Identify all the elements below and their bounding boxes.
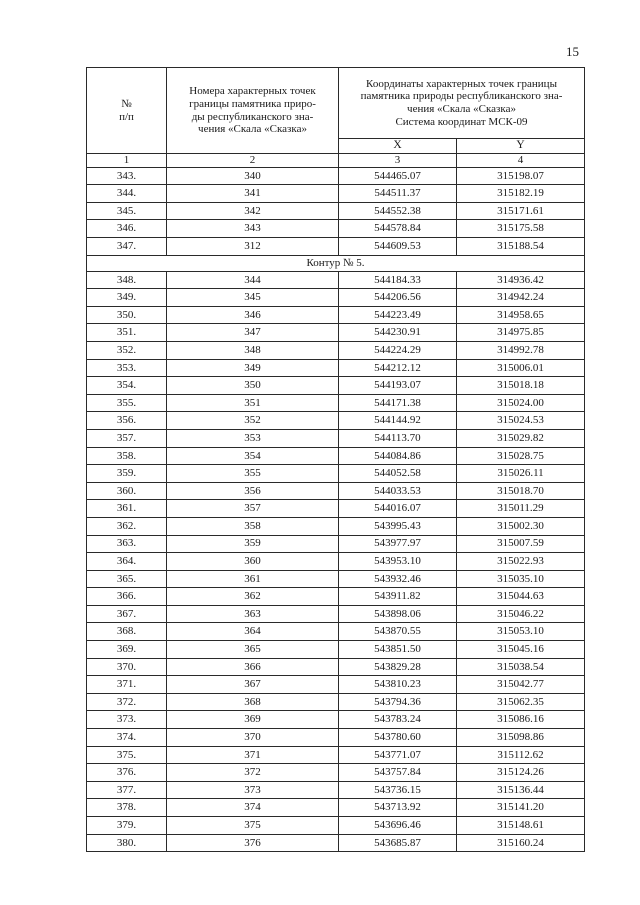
header-points: Номера характерных точек границы памятника приро- ды республиканского зна- чения «Скала «Сказка» xyxy=(167,68,339,154)
coord-x: 544465.07 xyxy=(339,167,457,185)
coord-y: 314958.65 xyxy=(457,306,585,324)
coord-y: 315018.70 xyxy=(457,482,585,500)
coord-x: 543713.92 xyxy=(339,799,457,817)
row-number: 351. xyxy=(87,324,167,342)
coord-y: 315136.44 xyxy=(457,781,585,799)
table-row xyxy=(87,693,585,711)
coord-x: 543780.60 xyxy=(339,729,457,747)
coord-x: 544193.07 xyxy=(339,377,457,395)
table-row xyxy=(87,588,585,606)
coord-y: 315006.01 xyxy=(457,359,585,377)
header-index-3: 3 xyxy=(339,154,457,168)
row-number: 369. xyxy=(87,641,167,659)
table-row xyxy=(87,729,585,747)
coord-x: 544511.37 xyxy=(339,185,457,203)
point-number: 356 xyxy=(167,482,339,500)
table-row xyxy=(87,341,585,359)
coord-x: 544171.38 xyxy=(339,394,457,412)
row-number: 353. xyxy=(87,359,167,377)
table-row xyxy=(87,394,585,412)
table-row xyxy=(87,238,585,256)
row-number: 354. xyxy=(87,377,167,395)
table-row xyxy=(87,746,585,764)
point-number: 366 xyxy=(167,658,339,676)
point-number: 353 xyxy=(167,429,339,447)
row-number: 376. xyxy=(87,764,167,782)
coord-y: 315124.26 xyxy=(457,764,585,782)
point-number: 362 xyxy=(167,588,339,606)
row-number: 378. xyxy=(87,799,167,817)
row-number: 360. xyxy=(87,482,167,500)
table-row xyxy=(87,553,585,571)
coord-y: 315002.30 xyxy=(457,517,585,535)
row-number: 358. xyxy=(87,447,167,465)
point-number: 340 xyxy=(167,167,339,185)
coord-x: 544052.58 xyxy=(339,465,457,483)
point-number: 348 xyxy=(167,341,339,359)
row-number: 348. xyxy=(87,271,167,289)
point-number: 357 xyxy=(167,500,339,518)
table-row xyxy=(87,412,585,430)
coord-x: 544230.91 xyxy=(339,324,457,342)
point-number: 367 xyxy=(167,676,339,694)
coord-y: 315042.77 xyxy=(457,676,585,694)
row-number: 357. xyxy=(87,429,167,447)
point-number: 355 xyxy=(167,465,339,483)
point-number: 369 xyxy=(167,711,339,729)
coord-y: 315028.75 xyxy=(457,447,585,465)
table-row xyxy=(87,834,585,852)
header-coordinates: Координаты характерных точек границы памятника природы республиканского зна- чения «Скала «Сказка» Система координат МСК-09 xyxy=(339,68,585,139)
table-row xyxy=(87,167,585,185)
table-row xyxy=(87,517,585,535)
point-number: 363 xyxy=(167,605,339,623)
coord-x: 543696.46 xyxy=(339,817,457,835)
point-number: 351 xyxy=(167,394,339,412)
row-number: 371. xyxy=(87,676,167,694)
row-number: 375. xyxy=(87,746,167,764)
point-number: 368 xyxy=(167,693,339,711)
row-number: 367. xyxy=(87,605,167,623)
table-row xyxy=(87,220,585,238)
coord-y: 315044.63 xyxy=(457,588,585,606)
row-number: 380. xyxy=(87,834,167,852)
coord-y: 315086.16 xyxy=(457,711,585,729)
coord-x: 544113.70 xyxy=(339,429,457,447)
point-number: 370 xyxy=(167,729,339,747)
row-number: 377. xyxy=(87,781,167,799)
coord-y: 315029.82 xyxy=(457,429,585,447)
coord-y: 315198.07 xyxy=(457,167,585,185)
point-number: 352 xyxy=(167,412,339,430)
coord-y: 315148.61 xyxy=(457,817,585,835)
coord-x: 544184.33 xyxy=(339,271,457,289)
point-number: 376 xyxy=(167,834,339,852)
table-row xyxy=(87,658,585,676)
row-number: 345. xyxy=(87,202,167,220)
table-row xyxy=(87,271,585,289)
coord-y: 315188.54 xyxy=(457,238,585,256)
point-number: 354 xyxy=(167,447,339,465)
table-row xyxy=(87,306,585,324)
point-number: 342 xyxy=(167,202,339,220)
coord-y: 315171.61 xyxy=(457,202,585,220)
table-body-after xyxy=(87,271,585,852)
point-number: 312 xyxy=(167,238,339,256)
coord-y: 315024.53 xyxy=(457,412,585,430)
coord-x: 543932.46 xyxy=(339,570,457,588)
point-number: 349 xyxy=(167,359,339,377)
coord-y: 315026.11 xyxy=(457,465,585,483)
row-number: 373. xyxy=(87,711,167,729)
coord-x: 544609.53 xyxy=(339,238,457,256)
coord-x: 543898.06 xyxy=(339,605,457,623)
row-number: 374. xyxy=(87,729,167,747)
coord-y: 315038.54 xyxy=(457,658,585,676)
row-number: 346. xyxy=(87,220,167,238)
row-number: 355. xyxy=(87,394,167,412)
table-row xyxy=(87,641,585,659)
row-number: 352. xyxy=(87,341,167,359)
point-number: 350 xyxy=(167,377,339,395)
table-row xyxy=(87,605,585,623)
coord-y: 315160.24 xyxy=(457,834,585,852)
coord-x: 544084.86 xyxy=(339,447,457,465)
coord-x: 543810.23 xyxy=(339,676,457,694)
header-y: Y xyxy=(457,139,585,154)
point-number: 347 xyxy=(167,324,339,342)
coord-x: 543953.10 xyxy=(339,553,457,571)
coord-x: 544033.53 xyxy=(339,482,457,500)
coord-y: 315062.35 xyxy=(457,693,585,711)
point-number: 358 xyxy=(167,517,339,535)
coord-y: 315098.86 xyxy=(457,729,585,747)
page-number: 15 xyxy=(566,44,579,59)
coord-x: 543794.36 xyxy=(339,693,457,711)
point-number: 341 xyxy=(167,185,339,203)
row-number: 368. xyxy=(87,623,167,641)
table-row xyxy=(87,799,585,817)
coord-y: 315141.20 xyxy=(457,799,585,817)
coord-y: 315045.16 xyxy=(457,641,585,659)
header-x: X xyxy=(339,139,457,154)
coord-y: 315011.29 xyxy=(457,500,585,518)
header-index-4: 4 xyxy=(457,154,585,168)
header-number: № п/п xyxy=(87,68,167,154)
point-number: 373 xyxy=(167,781,339,799)
coord-x: 544578.84 xyxy=(339,220,457,238)
table-row xyxy=(87,324,585,342)
point-number: 361 xyxy=(167,570,339,588)
table-row xyxy=(87,781,585,799)
point-number: 365 xyxy=(167,641,339,659)
coord-x: 543911.82 xyxy=(339,588,457,606)
coord-y: 315112.62 xyxy=(457,746,585,764)
coord-x: 544016.07 xyxy=(339,500,457,518)
point-number: 374 xyxy=(167,799,339,817)
point-number: 344 xyxy=(167,271,339,289)
coord-x: 544224.29 xyxy=(339,341,457,359)
coord-y: 314936.42 xyxy=(457,271,585,289)
table-row xyxy=(87,764,585,782)
coord-y: 315046.22 xyxy=(457,605,585,623)
header-index-2: 2 xyxy=(167,154,339,168)
coordinates-table xyxy=(86,67,585,852)
point-number: 371 xyxy=(167,746,339,764)
table-row xyxy=(87,465,585,483)
point-number: 364 xyxy=(167,623,339,641)
row-number: 364. xyxy=(87,553,167,571)
table-row xyxy=(87,289,585,307)
coord-x: 543995.43 xyxy=(339,517,457,535)
coord-x: 543757.84 xyxy=(339,764,457,782)
coord-x: 544552.38 xyxy=(339,202,457,220)
row-number: 359. xyxy=(87,465,167,483)
table-row xyxy=(87,500,585,518)
coord-y: 315175.58 xyxy=(457,220,585,238)
coord-x: 543783.24 xyxy=(339,711,457,729)
coord-y: 315022.93 xyxy=(457,553,585,571)
point-number: 372 xyxy=(167,764,339,782)
table-row xyxy=(87,817,585,835)
row-number: 362. xyxy=(87,517,167,535)
point-number: 359 xyxy=(167,535,339,553)
point-number: 346 xyxy=(167,306,339,324)
coord-y: 314942.24 xyxy=(457,289,585,307)
table-row xyxy=(87,482,585,500)
point-number: 375 xyxy=(167,817,339,835)
row-number: 343. xyxy=(87,167,167,185)
table-row xyxy=(87,359,585,377)
table-row xyxy=(87,570,585,588)
coord-y: 315035.10 xyxy=(457,570,585,588)
coord-x: 543685.87 xyxy=(339,834,457,852)
table-body-before xyxy=(87,167,585,255)
row-number: 344. xyxy=(87,185,167,203)
coord-x: 543851.50 xyxy=(339,641,457,659)
table-row xyxy=(87,623,585,641)
row-number: 361. xyxy=(87,500,167,518)
row-number: 379. xyxy=(87,817,167,835)
coord-y: 315053.10 xyxy=(457,623,585,641)
row-number: 363. xyxy=(87,535,167,553)
point-number: 343 xyxy=(167,220,339,238)
coord-x: 543829.28 xyxy=(339,658,457,676)
table-row xyxy=(87,711,585,729)
table-row xyxy=(87,676,585,694)
table-row xyxy=(87,202,585,220)
coord-x: 544206.56 xyxy=(339,289,457,307)
row-number: 356. xyxy=(87,412,167,430)
coord-y: 315182.19 xyxy=(457,185,585,203)
coord-y: 314975.85 xyxy=(457,324,585,342)
table-row xyxy=(87,377,585,395)
table-row xyxy=(87,447,585,465)
row-number: 365. xyxy=(87,570,167,588)
header-index-1: 1 xyxy=(87,154,167,168)
coord-x: 543870.55 xyxy=(339,623,457,641)
row-number: 347. xyxy=(87,238,167,256)
contour-label: Контур № 5. xyxy=(87,255,585,271)
coord-x: 543736.15 xyxy=(339,781,457,799)
point-number: 360 xyxy=(167,553,339,571)
coord-x: 544212.12 xyxy=(339,359,457,377)
row-number: 349. xyxy=(87,289,167,307)
coord-y: 314992.78 xyxy=(457,341,585,359)
coord-x: 544223.49 xyxy=(339,306,457,324)
coord-y: 315018.18 xyxy=(457,377,585,395)
coord-y: 315024.00 xyxy=(457,394,585,412)
row-number: 370. xyxy=(87,658,167,676)
row-number: 372. xyxy=(87,693,167,711)
table-row xyxy=(87,429,585,447)
coord-x: 544144.92 xyxy=(339,412,457,430)
table-row xyxy=(87,535,585,553)
coord-y: 315007.59 xyxy=(457,535,585,553)
table-row xyxy=(87,185,585,203)
row-number: 366. xyxy=(87,588,167,606)
coord-x: 543771.07 xyxy=(339,746,457,764)
coord-x: 543977.97 xyxy=(339,535,457,553)
point-number: 345 xyxy=(167,289,339,307)
row-number: 350. xyxy=(87,306,167,324)
